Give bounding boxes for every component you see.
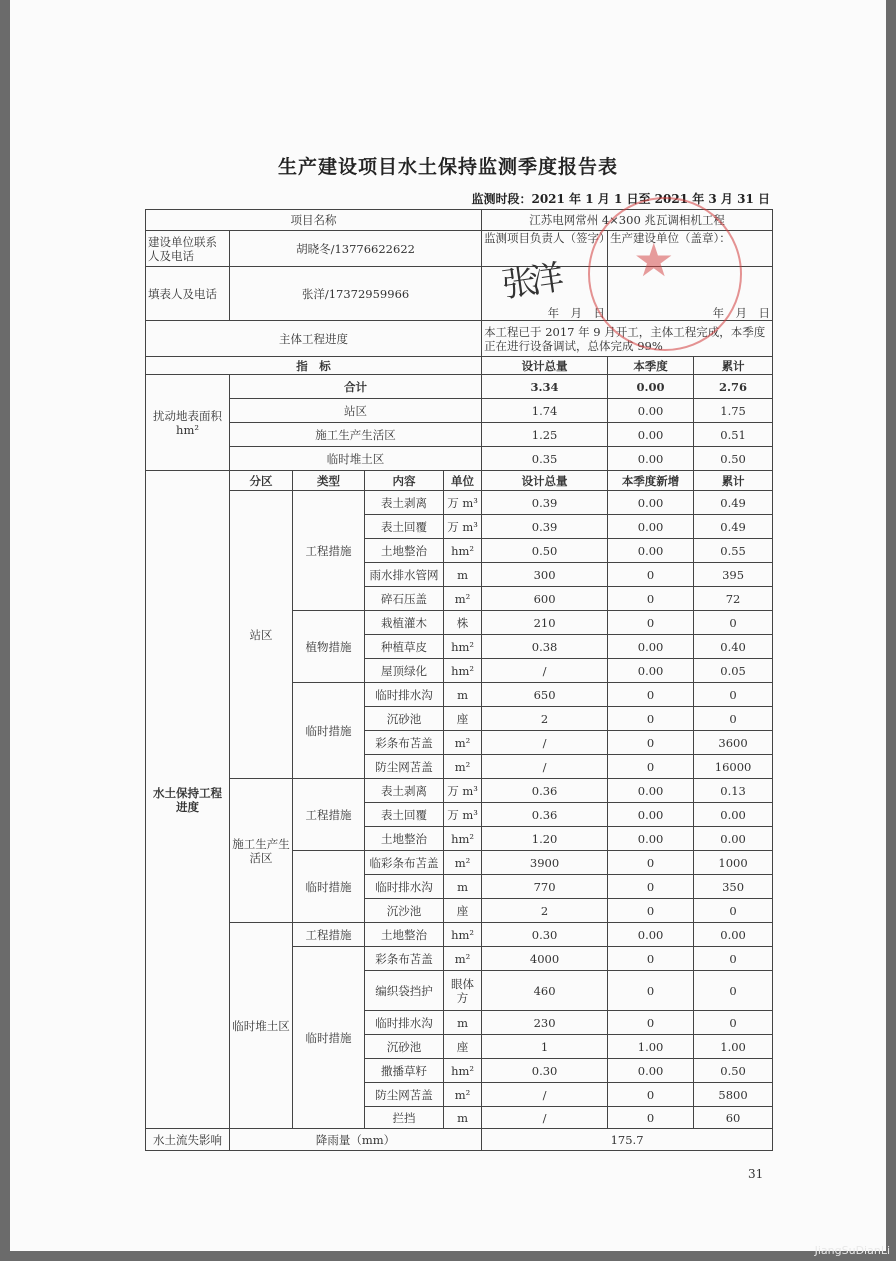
quarter-header: 本季度 <box>608 357 694 375</box>
quarter-cell: 0 <box>608 755 694 779</box>
design-cell: 2 <box>482 899 608 923</box>
design-cell: / <box>482 755 608 779</box>
design-cell: 0.50 <box>482 539 608 563</box>
content-cell: 表土回覆 <box>365 515 444 539</box>
monitor-label: 监测项目负责人（签字） <box>482 231 608 267</box>
quarter-cell: 0.00 <box>608 1059 694 1083</box>
design-cell: 600 <box>482 587 608 611</box>
quarter-cell: 0.00 <box>608 803 694 827</box>
disturb-row-name: 临时堆土区 <box>230 447 482 471</box>
total-cell: 60 <box>694 1107 773 1129</box>
disturb-row-name: 站区 <box>230 399 482 423</box>
disturb-quarter: 0.00 <box>608 423 694 447</box>
quarter-cell: 0 <box>608 731 694 755</box>
design-cell: 0.30 <box>482 923 608 947</box>
content-cell: 碎石压盖 <box>365 587 444 611</box>
quarter-cell: 0 <box>608 875 694 899</box>
unit-cell: m <box>444 1011 482 1035</box>
zone-station: 站区 <box>230 491 293 779</box>
quarter-cell: 0 <box>608 563 694 587</box>
unit-cell: 座 <box>444 707 482 731</box>
disturb-quarter: 0.00 <box>608 375 694 399</box>
total-cell: 0 <box>694 1011 773 1035</box>
page-number: 31 <box>748 1167 764 1181</box>
quarter-cell: 0.00 <box>608 635 694 659</box>
content-cell: 土地整治 <box>365 827 444 851</box>
filler-value: 张洋/17372959966 <box>230 267 482 321</box>
total-cell: 0.00 <box>694 923 773 947</box>
design-cell: 0.38 <box>482 635 608 659</box>
quarter-cell: 0 <box>608 707 694 731</box>
design-cell: 770 <box>482 875 608 899</box>
unit-cell: hm² <box>444 539 482 563</box>
content-cell: 表土剥离 <box>365 779 444 803</box>
progress-label: 主体工程进度 <box>146 321 482 357</box>
builder-label: 建设单位联系人及电话 <box>146 231 230 267</box>
content-cell: 撒播草籽 <box>365 1059 444 1083</box>
quarter-cell: 1.00 <box>608 1035 694 1059</box>
unit-cell: m² <box>444 851 482 875</box>
disturb-design: 1.74 <box>482 399 608 423</box>
quarter-cell: 0.00 <box>608 515 694 539</box>
report-title: 生产建设项目水土保持监测季度报告表 <box>277 156 618 178</box>
total-cell: 16000 <box>694 755 773 779</box>
type-engineering: 工程措施 <box>293 923 365 947</box>
total-cell: 0 <box>694 683 773 707</box>
unit-cell: hm² <box>444 827 482 851</box>
unit-cell: 眼体方 <box>444 971 482 1011</box>
content-cell: 屋顶绿化 <box>365 659 444 683</box>
content-cell: 临彩条布苫盖 <box>365 851 444 875</box>
disturb-design: 3.34 <box>482 375 608 399</box>
unit-cell: hm² <box>444 635 482 659</box>
unit-cell: m² <box>444 731 482 755</box>
disturb-area-label: 扰动地表面积 hm² <box>146 375 230 471</box>
type-engineering: 工程措施 <box>293 779 365 851</box>
unit-cell: 万 m³ <box>444 515 482 539</box>
unit-cell: hm² <box>444 659 482 683</box>
design-cell: 3900 <box>482 851 608 875</box>
quarter-cell: 0.00 <box>608 827 694 851</box>
content-cell: 防尘网苫盖 <box>365 1083 444 1107</box>
disturb-quarter: 0.00 <box>608 399 694 423</box>
content-header: 内容 <box>365 471 444 491</box>
unit-cell: m² <box>444 1083 482 1107</box>
total-cell: 0 <box>694 611 773 635</box>
quarter-cell: 0 <box>608 1083 694 1107</box>
content-cell: 雨水排水管网 <box>365 563 444 587</box>
seal-star-icon: ★ <box>633 233 675 287</box>
design-cell: 0.36 <box>482 779 608 803</box>
watermark: JiangSuDianLi <box>814 1244 890 1257</box>
quarter-cell: 0 <box>608 851 694 875</box>
zone-header: 分区 <box>230 471 293 491</box>
total-cell: 0.40 <box>694 635 773 659</box>
quarter-cell: 0.00 <box>608 539 694 563</box>
design-cell: 1 <box>482 1035 608 1059</box>
total-cell: 3600 <box>694 731 773 755</box>
total-cell: 5800 <box>694 1083 773 1107</box>
design-cell: / <box>482 659 608 683</box>
quarter-cell: 0 <box>608 899 694 923</box>
quarter-cell: 0 <box>608 611 694 635</box>
erosion-label: 水土流失影响 <box>146 1129 230 1151</box>
unit-cell: 座 <box>444 1035 482 1059</box>
total-cell: 0 <box>694 947 773 971</box>
design-cell: 0.39 <box>482 491 608 515</box>
disturb-total: 2.76 <box>694 375 773 399</box>
design-cell: 2 <box>482 707 608 731</box>
project-name-value: 江苏电网常州 4×300 兆瓦调相机工程 <box>482 210 773 231</box>
content-cell: 沉沙池 <box>365 899 444 923</box>
unit-cell: 座 <box>444 899 482 923</box>
handwritten-signature: 张洋 <box>499 258 561 306</box>
rainfall-label: 降雨量（mm） <box>230 1129 482 1151</box>
total-cell: 395 <box>694 563 773 587</box>
design-cell: 4000 <box>482 947 608 971</box>
total-cell: 0 <box>694 707 773 731</box>
content-cell: 土地整治 <box>365 539 444 563</box>
content-cell: 彩条布苫盖 <box>365 731 444 755</box>
design-header: 设计总量 <box>482 471 608 491</box>
content-cell: 沉砂池 <box>365 707 444 731</box>
disturb-design: 0.35 <box>482 447 608 471</box>
total-cell: 0.50 <box>694 1059 773 1083</box>
project-name-label: 项目名称 <box>146 210 482 231</box>
type-temporary: 临时措施 <box>293 947 365 1129</box>
quarter-cell: 0 <box>608 1107 694 1129</box>
monitoring-period: 监测时段：2021 年 1 月 1 日至 2021 年 3 月 31 日 <box>471 192 770 206</box>
unit-cell: hm² <box>444 1059 482 1083</box>
unit-cell: 万 m³ <box>444 491 482 515</box>
measures-label: 水土保持工程进度 <box>146 471 230 1129</box>
unit-cell: m² <box>444 947 482 971</box>
content-cell: 彩条布苫盖 <box>365 947 444 971</box>
quarter-cell: 0 <box>608 947 694 971</box>
quarter-cell: 0 <box>608 971 694 1011</box>
design-cell: / <box>482 731 608 755</box>
unit-cell: hm² <box>444 923 482 947</box>
unit-cell: m² <box>444 755 482 779</box>
quarter-cell: 0.00 <box>608 779 694 803</box>
content-cell: 种植草皮 <box>365 635 444 659</box>
disturb-row-name: 施工生产生活区 <box>230 423 482 447</box>
design-cell: / <box>482 1107 608 1129</box>
quarter-cell: 0.00 <box>608 659 694 683</box>
content-cell: 临时排水沟 <box>365 683 444 707</box>
content-cell: 栽植灌木 <box>365 611 444 635</box>
quarter-cell: 0 <box>608 1011 694 1035</box>
builder-value: 胡晓冬/13776622622 <box>230 231 482 267</box>
total-cell: 0.13 <box>694 779 773 803</box>
unit-cell: m <box>444 683 482 707</box>
total-cell: 0.00 <box>694 803 773 827</box>
content-cell: 临时排水沟 <box>365 1011 444 1035</box>
design-cell: 0.30 <box>482 1059 608 1083</box>
type-plant: 植物措施 <box>293 611 365 683</box>
quarter-cell: 0.00 <box>608 923 694 947</box>
unit-cell: m <box>444 563 482 587</box>
total-cell: 72 <box>694 587 773 611</box>
total-cell: 0.49 <box>694 515 773 539</box>
disturb-row-name: 合计 <box>230 375 482 399</box>
unit-cell: 株 <box>444 611 482 635</box>
unit-cell: m² <box>444 587 482 611</box>
design-cell: 300 <box>482 563 608 587</box>
type-temporary: 临时措施 <box>293 851 365 923</box>
design-cell: 1.20 <box>482 827 608 851</box>
design-cell: 460 <box>482 971 608 1011</box>
design-cell: 210 <box>482 611 608 635</box>
total-cell: 0.00 <box>694 827 773 851</box>
total-cell: 0 <box>694 971 773 1011</box>
zone-stockpile: 临时堆土区 <box>230 923 293 1129</box>
content-cell: 表土剥离 <box>365 491 444 515</box>
unit-cell: 万 m³ <box>444 779 482 803</box>
content-cell: 临时排水沟 <box>365 875 444 899</box>
zone-construction: 施工生产生活区 <box>230 779 293 923</box>
total-cell: 0.55 <box>694 539 773 563</box>
type-temporary: 临时措施 <box>293 683 365 779</box>
progress-value: 本工程已于 2017 年 9 月开工，主体工程完成，本季度正在进行设备调试，总体完成 99% <box>482 321 773 357</box>
producer-date: 年 月 日 <box>712 306 771 320</box>
total-cell: 0.05 <box>694 659 773 683</box>
content-cell: 编织袋挡护 <box>365 971 444 1011</box>
total-cell: 1000 <box>694 851 773 875</box>
design-cell: / <box>482 1083 608 1107</box>
content-cell: 沉砂池 <box>365 1035 444 1059</box>
content-cell: 拦挡 <box>365 1107 444 1129</box>
monitor-date: 年 月 日 <box>547 306 606 320</box>
total-cell: 0 <box>694 899 773 923</box>
filler-label: 填表人及电话 <box>146 267 230 321</box>
design-cell: 0.36 <box>482 803 608 827</box>
content-cell: 土地整治 <box>365 923 444 947</box>
quarter-cell: 0 <box>608 683 694 707</box>
rainfall-value: 175.7 <box>482 1129 773 1151</box>
total-header: 累计 <box>694 471 773 491</box>
unit-header: 单位 <box>444 471 482 491</box>
disturb-quarter: 0.00 <box>608 447 694 471</box>
disturb-total: 0.51 <box>694 423 773 447</box>
content-cell: 防尘网苫盖 <box>365 755 444 779</box>
total-cell: 350 <box>694 875 773 899</box>
disturb-total: 0.50 <box>694 447 773 471</box>
total-header: 累计 <box>694 357 773 375</box>
quarter-cell: 0.00 <box>608 491 694 515</box>
total-cell: 1.00 <box>694 1035 773 1059</box>
quarter-header: 本季度新增 <box>608 471 694 491</box>
design-cell: 230 <box>482 1011 608 1035</box>
total-cell: 0.49 <box>694 491 773 515</box>
disturb-total: 1.75 <box>694 399 773 423</box>
disturb-design: 1.25 <box>482 423 608 447</box>
report-table <box>145 209 773 1151</box>
unit-cell: 万 m³ <box>444 803 482 827</box>
design-cell: 0.39 <box>482 515 608 539</box>
indicator-header: 指 标 <box>146 357 482 375</box>
content-cell: 表土回覆 <box>365 803 444 827</box>
type-engineering: 工程措施 <box>293 491 365 611</box>
unit-cell: m <box>444 1107 482 1129</box>
producer-label: 生产建设单位（盖章）： <box>608 231 773 267</box>
design-cell: 650 <box>482 683 608 707</box>
quarter-cell: 0 <box>608 587 694 611</box>
design-header: 设计总量 <box>482 357 608 375</box>
unit-cell: m <box>444 875 482 899</box>
type-header: 类型 <box>293 471 365 491</box>
